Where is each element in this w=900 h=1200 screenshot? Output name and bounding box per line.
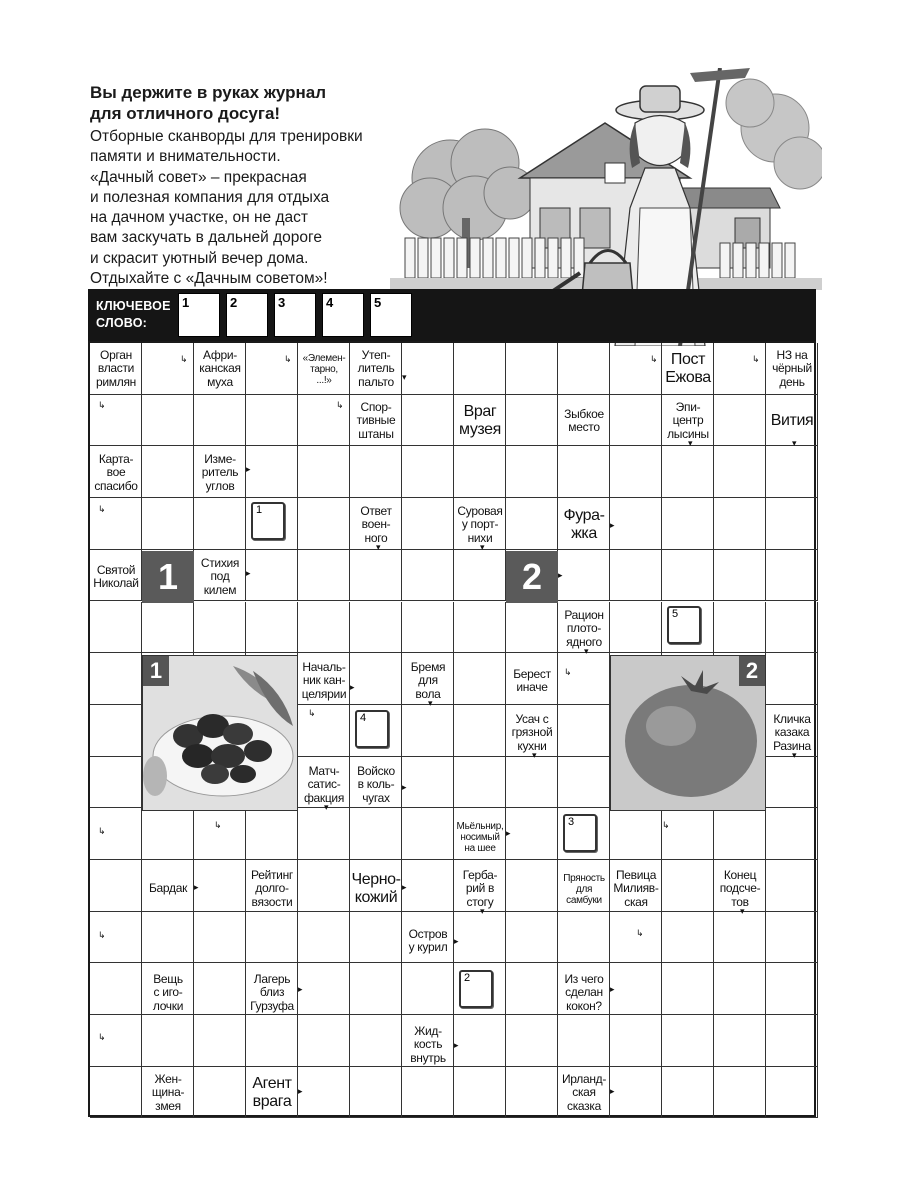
clue: Рейтинг долго- вязости (251, 868, 293, 909)
grid-cell[interactable] (662, 860, 714, 912)
grid-cell[interactable] (350, 808, 402, 860)
clue: «Элемен- тарно, ...!» (302, 352, 346, 386)
intro-title: Вы держите в руках журнал для отличного досуга! (90, 83, 327, 123)
grid-cell[interactable] (246, 912, 298, 964)
keyword-cell-number: 3 (568, 816, 575, 828)
grid-cell[interactable] (402, 498, 454, 550)
photo-number-block: 2 (506, 551, 558, 603)
keyword-number: 1 (182, 295, 190, 310)
grid-cell[interactable] (194, 602, 246, 654)
clue: Пряность для самбуки (563, 872, 605, 906)
grid-cell[interactable] (506, 602, 558, 654)
grid-cell[interactable] (714, 912, 766, 964)
keyword-label: КЛЮЧЕВОЕ СЛОВО: (96, 299, 171, 330)
grid-cell[interactable] (766, 912, 818, 964)
grid-cell[interactable] (506, 808, 558, 860)
grid-cell[interactable] (90, 757, 142, 809)
grid-cell[interactable] (402, 343, 454, 395)
keyword-number: 2 (230, 295, 238, 310)
clue: Спор- тивные штаны (356, 400, 396, 441)
grid-cell[interactable] (714, 602, 766, 654)
grid-cell[interactable] (610, 808, 662, 860)
grid-cell[interactable] (714, 550, 766, 602)
grid-cell[interactable] (714, 808, 766, 860)
grid-cell[interactable] (298, 1067, 350, 1119)
grid-cell[interactable] (298, 808, 350, 860)
grid-cell[interactable] (454, 1067, 506, 1119)
grid-cell[interactable] (662, 1067, 714, 1119)
grid-cell[interactable] (714, 343, 766, 395)
grid-cell[interactable] (454, 550, 506, 602)
down-arrow-icon: ▾ (740, 906, 745, 916)
grid-cell[interactable] (402, 1067, 454, 1119)
grid-cell[interactable] (714, 1015, 766, 1067)
down-arrow-icon: ▾ (402, 372, 407, 382)
clue: Святой Николай (93, 562, 139, 590)
right-arrow-icon: ▸ (506, 828, 511, 838)
clue: Суровая у порт- нихи (457, 504, 503, 545)
grid-cell[interactable] (90, 653, 142, 705)
clue: Конец подсче- тов (719, 868, 761, 909)
grid-cell[interactable] (298, 602, 350, 654)
grid-cell[interactable] (766, 1067, 818, 1119)
grid-cell[interactable] (714, 498, 766, 550)
right-arrow-icon: ▸ (610, 984, 615, 994)
corner-arrow-icon: ↳ (284, 354, 292, 364)
clue: Берест иначе (513, 666, 551, 694)
grid-cell[interactable] (506, 912, 558, 964)
grid-cell[interactable] (766, 550, 818, 602)
down-arrow-icon: ▾ (688, 438, 693, 448)
grid-cell[interactable] (506, 860, 558, 912)
grid-cell[interactable] (298, 550, 350, 602)
grid-cell[interactable] (194, 395, 246, 447)
grid-cell[interactable] (610, 395, 662, 447)
clue: Бремя для вола (410, 660, 446, 701)
grid-cell[interactable] (454, 705, 506, 757)
grid-cell[interactable] (506, 498, 558, 550)
intro (90, 82, 410, 289)
keyword-number: 5 (374, 295, 382, 310)
grid-cell[interactable] (610, 498, 662, 550)
right-arrow-icon: ▸ (298, 1086, 303, 1096)
grid-cell[interactable] (402, 808, 454, 860)
keyword-letter-box[interactable] (178, 293, 220, 337)
grid-cell[interactable] (350, 1067, 402, 1119)
grid-cell[interactable] (298, 963, 350, 1015)
right-arrow-icon: ▸ (246, 568, 251, 578)
down-arrow-icon: ▾ (792, 750, 797, 760)
grid-cell[interactable] (350, 912, 402, 964)
grid-cell[interactable] (90, 705, 142, 757)
grid-cell[interactable] (558, 1015, 610, 1067)
clue: Утеп- литель пальто (357, 348, 395, 389)
grid-cell[interactable] (766, 1015, 818, 1067)
keyword-letter-box[interactable] (226, 293, 268, 337)
grid-cell[interactable] (246, 602, 298, 654)
right-arrow-icon: ▸ (454, 1040, 459, 1050)
grid-cell[interactable] (766, 602, 818, 654)
grid-cell[interactable] (558, 446, 610, 498)
grid-cell[interactable] (506, 446, 558, 498)
right-arrow-icon: ▸ (610, 520, 615, 530)
grid-cell[interactable] (662, 963, 714, 1015)
down-arrow-icon: ▾ (376, 542, 381, 552)
tomato-photo (610, 655, 766, 811)
right-arrow-icon: ▸ (194, 882, 199, 892)
grid-cell[interactable] (610, 1015, 662, 1067)
grid-cell[interactable] (662, 550, 714, 602)
grid-cell[interactable] (298, 860, 350, 912)
grid-cell[interactable] (298, 1015, 350, 1067)
corner-arrow-icon: ↳ (180, 354, 188, 364)
right-arrow-icon: ▸ (402, 782, 407, 792)
clue: Лагерь близ Гурзуфа (250, 972, 294, 1013)
grid-cell[interactable] (766, 808, 818, 860)
keyword-letter-box[interactable] (322, 293, 364, 337)
grid-cell[interactable] (506, 343, 558, 395)
clue: Началь- ник кан- целярии (301, 660, 347, 701)
corner-arrow-icon: ↳ (98, 1032, 106, 1042)
grid-cell[interactable] (506, 395, 558, 447)
grid-cell[interactable] (454, 912, 506, 964)
grid-cell[interactable] (558, 343, 610, 395)
grid-cell[interactable] (714, 963, 766, 1015)
keyword-cell-number: 1 (256, 504, 263, 516)
grid-cell[interactable] (194, 498, 246, 550)
down-arrow-icon: ▾ (480, 906, 485, 916)
grid-cell[interactable] (142, 446, 194, 498)
clue: Изме- ритель углов (201, 452, 239, 493)
corner-arrow-icon: ↳ (98, 400, 106, 410)
grid-cell[interactable] (454, 446, 506, 498)
keyword-cell[interactable] (667, 606, 701, 644)
photo-number-block: 1 (142, 551, 194, 603)
grid-cell[interactable] (90, 602, 142, 654)
corner-arrow-icon: ↳ (98, 930, 106, 940)
grid-cell[interactable] (714, 446, 766, 498)
clue: Усач с грязной кухни (511, 712, 553, 753)
keyword-cell-number: 2 (464, 972, 471, 984)
right-arrow-icon: ▸ (350, 682, 355, 692)
right-arrow-icon: ▸ (558, 570, 563, 580)
grid-cell[interactable] (246, 550, 298, 602)
clue: Зыбкое место (564, 406, 604, 434)
grid-cell[interactable] (402, 550, 454, 602)
keyword-letter-box[interactable] (274, 293, 316, 337)
clue: Афри- канская муха (199, 348, 241, 389)
grid-cell[interactable] (610, 343, 662, 395)
clue: Жен- щина- змея (151, 1072, 185, 1113)
clue: Кличка казака Разина (773, 712, 811, 753)
grid-cell[interactable] (350, 653, 402, 705)
clue: Из чего сделан кокон? (564, 972, 604, 1013)
grid-cell[interactable] (298, 705, 350, 757)
grid-cell[interactable] (194, 1067, 246, 1119)
photo-number: 2 (739, 656, 765, 686)
keyword-bar (88, 289, 816, 341)
grid-cell[interactable] (558, 912, 610, 964)
keyword-number: 4 (326, 295, 334, 310)
grid-cell[interactable] (402, 446, 454, 498)
grid-cell[interactable] (142, 498, 194, 550)
clue: Мьёльнир, носимый на шее (456, 820, 504, 854)
grid-cell[interactable] (246, 343, 298, 395)
grid-cell[interactable] (766, 498, 818, 550)
grid-cell[interactable] (402, 860, 454, 912)
grid-cell[interactable] (246, 395, 298, 447)
grid-cell[interactable] (142, 602, 194, 654)
grid-cell[interactable] (454, 343, 506, 395)
grid-cell[interactable] (714, 1067, 766, 1119)
keyword-letter-box[interactable] (370, 293, 412, 337)
corner-arrow-icon: ↳ (336, 400, 344, 410)
grid-cell[interactable] (90, 963, 142, 1015)
grid-cell[interactable] (90, 860, 142, 912)
keyword-cell[interactable] (459, 970, 493, 1008)
clue: Агент врага (252, 1075, 292, 1110)
corner-arrow-icon: ↳ (214, 820, 222, 830)
down-arrow-icon: ▾ (428, 698, 433, 708)
grid-cell[interactable] (610, 963, 662, 1015)
grid-cell[interactable] (246, 808, 298, 860)
grid-cell[interactable] (506, 963, 558, 1015)
clue: Черно- кожий (351, 871, 401, 906)
right-arrow-icon: ▸ (454, 936, 459, 946)
grid-cell[interactable] (506, 1067, 558, 1119)
corner-arrow-icon: ↳ (564, 667, 572, 677)
clue: Матч- сатис- факция (303, 764, 345, 805)
clue: Певица Милияв- ская (613, 868, 659, 909)
grid-cell[interactable] (350, 602, 402, 654)
grid-cell[interactable] (298, 446, 350, 498)
clue: Эпи- центр лысины (667, 400, 709, 441)
grid-cell[interactable] (610, 602, 662, 654)
corner-arrow-icon: ↳ (636, 928, 644, 938)
grid-cell[interactable] (610, 446, 662, 498)
grid-cell[interactable] (402, 395, 454, 447)
grid-cell[interactable] (714, 395, 766, 447)
corner-arrow-icon: ↳ (98, 826, 106, 836)
grid-cell[interactable] (350, 550, 402, 602)
clue: НЗ на чёрный день (772, 348, 812, 389)
grid-cell[interactable] (662, 446, 714, 498)
right-arrow-icon: ▸ (610, 1086, 615, 1096)
grid-cell[interactable] (246, 446, 298, 498)
grid-cell[interactable] (142, 1015, 194, 1067)
grid-cell[interactable] (610, 550, 662, 602)
grid-cell[interactable] (350, 1015, 402, 1067)
down-arrow-icon: ▾ (324, 802, 329, 812)
clue: Карта- вое спасибо (94, 452, 138, 493)
clue: Ответ воен- ного (360, 504, 392, 545)
right-arrow-icon: ▸ (298, 984, 303, 994)
grid-cell[interactable] (142, 912, 194, 964)
grid-cell[interactable] (402, 705, 454, 757)
grid-cell[interactable] (558, 757, 610, 809)
corner-arrow-icon: ↳ (752, 354, 760, 364)
clue: Стихия под килем (200, 556, 240, 597)
grid-cell[interactable] (402, 757, 454, 809)
corner-arrow-icon: ↳ (308, 708, 316, 718)
grid-cell[interactable] (662, 912, 714, 964)
corner-arrow-icon: ↳ (662, 820, 670, 830)
keyword-cell-number: 4 (360, 712, 367, 724)
intro-text: Отборные сканворды для тренировки памяти и внимательности. «Дачный совет» – прекрасная и полезная компания для отдыха на дачном участке, он не даст вам заскучать в дальней дороге и скрасит уютный вечер дома. Отдыхайте с «Дачным советом»! (90, 128, 363, 288)
clue: Вития (770, 412, 814, 429)
grid-cell[interactable] (610, 1067, 662, 1119)
grid-cell[interactable] (298, 498, 350, 550)
keyword-cell[interactable] (563, 814, 597, 852)
grid-cell[interactable] (506, 1015, 558, 1067)
clue: Войско в коль- чугах (357, 764, 395, 805)
grid-cell[interactable] (142, 343, 194, 395)
grid-cell[interactable] (766, 653, 818, 705)
keyword-number: 3 (278, 295, 286, 310)
scanword-grid (88, 341, 816, 1117)
grid-cell[interactable] (662, 498, 714, 550)
clue: Вещь с иго- лочки (152, 972, 184, 1013)
grid-cell[interactable] (298, 912, 350, 964)
corner-arrow-icon: ↳ (650, 354, 658, 364)
grid-cell[interactable] (766, 860, 818, 912)
down-arrow-icon: ▾ (480, 542, 485, 552)
clue: Герба- рий в стогу (462, 868, 498, 909)
grid-cell[interactable] (766, 757, 818, 809)
grid-cell[interactable] (558, 550, 610, 602)
clue: Фура- жка (563, 507, 605, 542)
clue: Враг музея (459, 403, 501, 438)
grid-cell[interactable] (142, 395, 194, 447)
grid-cell[interactable] (90, 1067, 142, 1119)
down-arrow-icon: ▾ (532, 750, 537, 760)
clue: Рацион плото- ядного (564, 608, 604, 649)
photo-number: 1 (143, 656, 169, 686)
grid-cell[interactable] (454, 1015, 506, 1067)
clue: Бардак (148, 881, 188, 896)
clue: Пост Ежова (665, 351, 711, 386)
grid-cell[interactable] (194, 860, 246, 912)
keyword-cell[interactable] (251, 502, 285, 540)
grid-cell[interactable] (402, 963, 454, 1015)
grid-cell[interactable] (662, 1015, 714, 1067)
grid-cell[interactable] (194, 963, 246, 1015)
grid-cell[interactable] (766, 963, 818, 1015)
grid-cell[interactable] (194, 808, 246, 860)
grid-cell[interactable] (506, 757, 558, 809)
clue: Ирланд- ская сказка (561, 1072, 607, 1113)
grid-cell[interactable] (766, 446, 818, 498)
keyword-cell-number: 5 (672, 608, 679, 620)
grid-cell[interactable] (454, 653, 506, 705)
grid-cell[interactable] (194, 1015, 246, 1067)
grid-cell[interactable] (194, 912, 246, 964)
right-arrow-icon: ▸ (246, 464, 251, 474)
down-arrow-icon: ▾ (792, 438, 797, 448)
prunes-photo (142, 655, 298, 811)
grid-cell[interactable] (350, 446, 402, 498)
grid-cell[interactable] (402, 602, 454, 654)
clue: Орган власти римлян (96, 348, 136, 389)
right-arrow-icon: ▸ (402, 882, 407, 892)
keyword-cell[interactable] (355, 710, 389, 748)
grid-cell[interactable] (246, 1015, 298, 1067)
clue: Жид- кость внутрь (410, 1024, 446, 1065)
grid-cell[interactable] (454, 757, 506, 809)
grid-cell[interactable] (350, 963, 402, 1015)
down-arrow-icon: ▾ (584, 646, 589, 656)
corner-arrow-icon: ↳ (98, 504, 106, 514)
clue: Остров у курил (408, 926, 448, 954)
grid-cell[interactable] (662, 808, 714, 860)
grid-cell[interactable] (558, 705, 610, 757)
grid-cell[interactable] (558, 653, 610, 705)
grid-cell[interactable] (142, 808, 194, 860)
grid-cell[interactable] (454, 602, 506, 654)
